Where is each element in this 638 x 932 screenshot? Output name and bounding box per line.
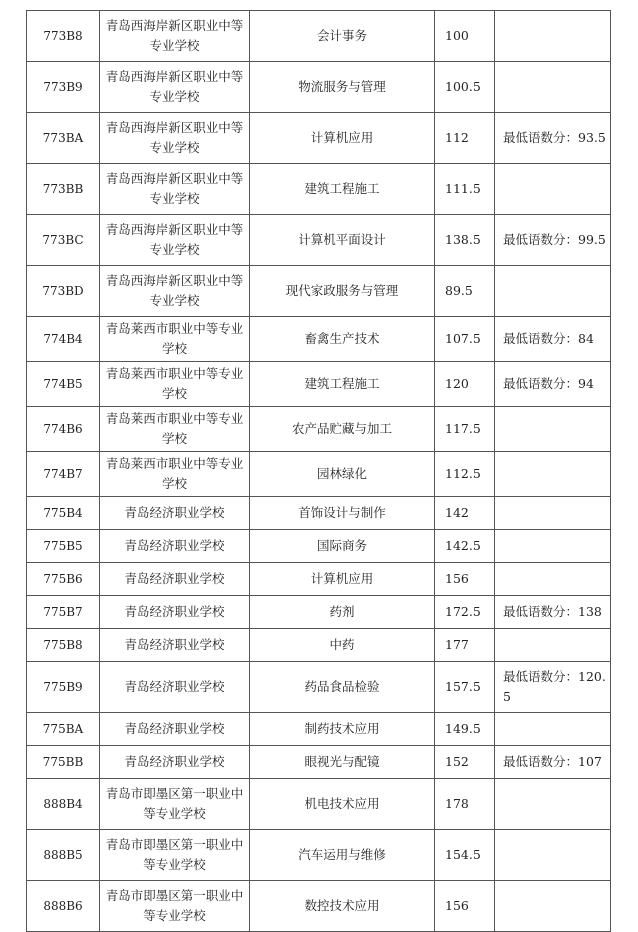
row-code: 773BA xyxy=(27,113,100,164)
row-note: 最低语数分：84 xyxy=(495,317,611,362)
row-major: 首饰设计与制作 xyxy=(250,497,435,530)
row-code: 775B7 xyxy=(27,596,100,629)
row-note xyxy=(495,407,611,452)
table-row xyxy=(27,779,611,830)
row-school: 青岛经济职业学校 xyxy=(100,713,250,746)
row-major: 建筑工程施工 xyxy=(250,164,435,215)
row-note xyxy=(495,266,611,317)
row-note xyxy=(495,830,611,881)
row-note: 最低语数分：94 xyxy=(495,362,611,407)
row-school: 青岛经济职业学校 xyxy=(100,530,250,563)
table-row xyxy=(27,362,611,407)
row-score: 157.5 xyxy=(435,662,495,713)
row-score: 138.5 xyxy=(435,215,495,266)
row-school: 青岛西海岸新区职业中等专业学校 xyxy=(100,215,250,266)
admission-score-table xyxy=(26,10,611,932)
row-note xyxy=(495,629,611,662)
row-code: 775B6 xyxy=(27,563,100,596)
row-note: 最低语数分：93.5 xyxy=(495,113,611,164)
row-code: 775B4 xyxy=(27,497,100,530)
row-score: 178 xyxy=(435,779,495,830)
admission-table-page xyxy=(26,10,610,932)
row-major: 会计事务 xyxy=(250,11,435,62)
row-score: 156 xyxy=(435,881,495,932)
row-score: 154.5 xyxy=(435,830,495,881)
row-score: 112 xyxy=(435,113,495,164)
row-code: 774B7 xyxy=(27,452,100,497)
row-note: 最低语数分：99.5 xyxy=(495,215,611,266)
row-note xyxy=(495,563,611,596)
row-school: 青岛西海岸新区职业中等专业学校 xyxy=(100,113,250,164)
row-school: 青岛莱西市职业中等专业学校 xyxy=(100,407,250,452)
table-row xyxy=(27,563,611,596)
row-score: 149.5 xyxy=(435,713,495,746)
row-score: 142.5 xyxy=(435,530,495,563)
table-row xyxy=(27,530,611,563)
row-school: 青岛莱西市职业中等专业学校 xyxy=(100,452,250,497)
row-school: 青岛市即墨区第一职业中等专业学校 xyxy=(100,779,250,830)
row-major: 国际商务 xyxy=(250,530,435,563)
row-major: 中药 xyxy=(250,629,435,662)
row-code: 888B5 xyxy=(27,830,100,881)
row-school: 青岛经济职业学校 xyxy=(100,629,250,662)
table-row xyxy=(27,62,611,113)
row-code: 773BB xyxy=(27,164,100,215)
row-note xyxy=(495,530,611,563)
row-school: 青岛经济职业学校 xyxy=(100,746,250,779)
row-note xyxy=(495,164,611,215)
table-row xyxy=(27,830,611,881)
table-row xyxy=(27,266,611,317)
row-major: 现代家政服务与管理 xyxy=(250,266,435,317)
row-major: 计算机应用 xyxy=(250,113,435,164)
row-major: 计算机平面设计 xyxy=(250,215,435,266)
row-score: 172.5 xyxy=(435,596,495,629)
table-row xyxy=(27,11,611,62)
row-note: 最低语数分：107 xyxy=(495,746,611,779)
row-school: 青岛经济职业学校 xyxy=(100,596,250,629)
row-major: 眼视光与配镜 xyxy=(250,746,435,779)
row-score: 152 xyxy=(435,746,495,779)
row-code: 774B6 xyxy=(27,407,100,452)
row-school: 青岛经济职业学校 xyxy=(100,563,250,596)
row-score: 112.5 xyxy=(435,452,495,497)
row-code: 775B8 xyxy=(27,629,100,662)
table-row xyxy=(27,215,611,266)
row-score: 100.5 xyxy=(435,62,495,113)
row-code: 775B9 xyxy=(27,662,100,713)
table-row xyxy=(27,629,611,662)
row-code: 888B6 xyxy=(27,881,100,932)
row-score: 177 xyxy=(435,629,495,662)
table-row xyxy=(27,497,611,530)
row-score: 156 xyxy=(435,563,495,596)
row-score: 107.5 xyxy=(435,317,495,362)
row-school: 青岛西海岸新区职业中等专业学校 xyxy=(100,62,250,113)
row-code: 773B9 xyxy=(27,62,100,113)
row-school: 青岛经济职业学校 xyxy=(100,497,250,530)
row-score: 111.5 xyxy=(435,164,495,215)
table-row xyxy=(27,452,611,497)
row-score: 89.5 xyxy=(435,266,495,317)
row-school: 青岛莱西市职业中等专业学校 xyxy=(100,317,250,362)
row-major: 数控技术应用 xyxy=(250,881,435,932)
row-major: 制药技术应用 xyxy=(250,713,435,746)
table-row xyxy=(27,881,611,932)
row-school: 青岛市即墨区第一职业中等专业学校 xyxy=(100,830,250,881)
row-note xyxy=(495,11,611,62)
row-code: 888B4 xyxy=(27,779,100,830)
row-major: 建筑工程施工 xyxy=(250,362,435,407)
row-note xyxy=(495,452,611,497)
row-note xyxy=(495,881,611,932)
row-score: 120 xyxy=(435,362,495,407)
table-row xyxy=(27,317,611,362)
row-note xyxy=(495,713,611,746)
row-school: 青岛莱西市职业中等专业学校 xyxy=(100,362,250,407)
table-row xyxy=(27,113,611,164)
table-row xyxy=(27,746,611,779)
row-major: 园林绿化 xyxy=(250,452,435,497)
row-code: 773BD xyxy=(27,266,100,317)
row-code: 775B5 xyxy=(27,530,100,563)
row-major: 药剂 xyxy=(250,596,435,629)
row-school: 青岛西海岸新区职业中等专业学校 xyxy=(100,164,250,215)
row-score: 100 xyxy=(435,11,495,62)
table-row xyxy=(27,407,611,452)
row-score: 142 xyxy=(435,497,495,530)
row-score: 117.5 xyxy=(435,407,495,452)
row-major: 物流服务与管理 xyxy=(250,62,435,113)
row-school: 青岛西海岸新区职业中等专业学校 xyxy=(100,266,250,317)
table-row xyxy=(27,713,611,746)
row-major: 畜禽生产技术 xyxy=(250,317,435,362)
row-major: 农产品贮藏与加工 xyxy=(250,407,435,452)
table-row xyxy=(27,164,611,215)
row-note xyxy=(495,497,611,530)
row-code: 774B4 xyxy=(27,317,100,362)
row-code: 773B8 xyxy=(27,11,100,62)
row-major: 汽车运用与维修 xyxy=(250,830,435,881)
row-school: 青岛经济职业学校 xyxy=(100,662,250,713)
row-code: 774B5 xyxy=(27,362,100,407)
row-school: 青岛西海岸新区职业中等专业学校 xyxy=(100,11,250,62)
table-row xyxy=(27,662,611,713)
row-note: 最低语数分：138 xyxy=(495,596,611,629)
row-code: 775BA xyxy=(27,713,100,746)
row-note xyxy=(495,62,611,113)
table-row xyxy=(27,596,611,629)
row-school: 青岛市即墨区第一职业中等专业学校 xyxy=(100,881,250,932)
row-major: 机电技术应用 xyxy=(250,779,435,830)
row-major: 计算机应用 xyxy=(250,563,435,596)
row-note xyxy=(495,779,611,830)
row-code: 775BB xyxy=(27,746,100,779)
row-major: 药品食品检验 xyxy=(250,662,435,713)
row-note: 最低语数分：120.5 xyxy=(495,662,611,713)
row-code: 773BC xyxy=(27,215,100,266)
